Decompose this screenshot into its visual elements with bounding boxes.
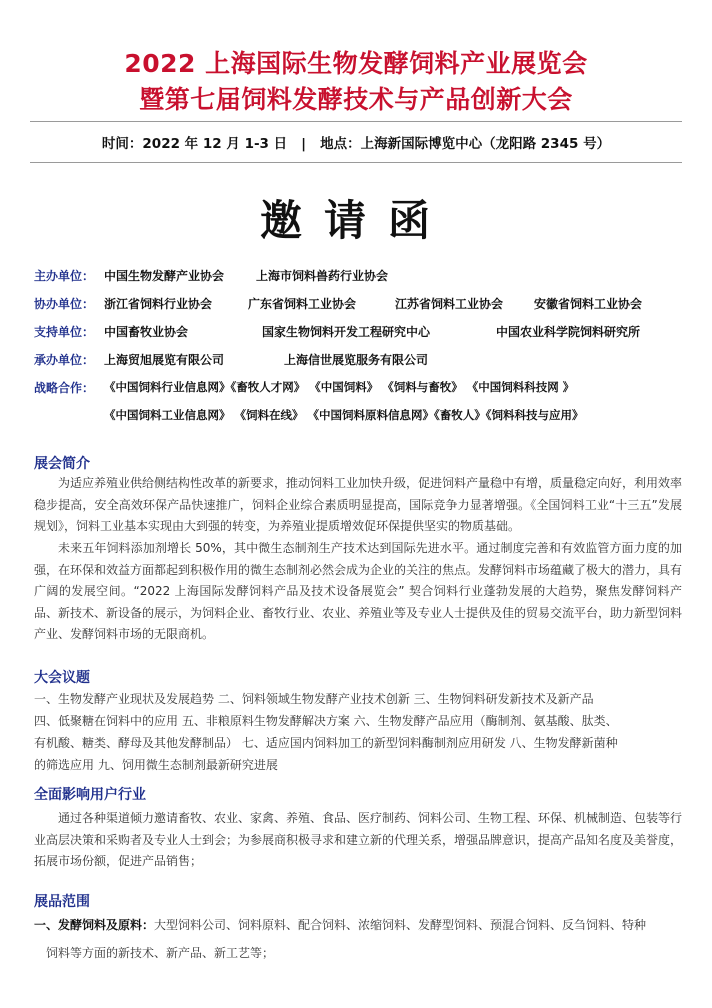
undertake-item: 上海信世展览服务有限公司	[284, 353, 429, 367]
topics-line-4: 的筛选应用 九、饲用微生态制剂最新研究进展	[34, 758, 278, 772]
divider-bottom	[30, 162, 682, 163]
scope-item-1-text: 大型饲料公司、饲料原料、配合饲料、浓缩饲料、发酵型饲料、预混合饲料、反刍饲料、特种	[154, 918, 647, 932]
divider-top	[30, 121, 682, 122]
co-host-item: 浙江省饲料行业协会	[104, 297, 213, 311]
partners-line-1: 《中国饲料行业信息网》《畜牧人才网》 《中国饲料》 《饲料与畜牧》 《中国饲料科技网 》	[104, 380, 575, 394]
time-venue-line	[0, 132, 712, 152]
time-label: 时间：	[101, 136, 143, 152]
host-item: 中国生物发酵产业协会	[104, 269, 225, 283]
audience-paragraph: 通过各种渠道倾力邀请畜牧、农业、家禽、养殖、食品、医疗制药、饲料公司、生物工程、环保、机械制造、包装等行业高层决策和采购者及专业人士到会；为参展商积极寻求和建立新的代理关系，增强品牌意识，提高产品知名度及美誉度，拓展市场份额，促进产品销售；	[34, 811, 683, 868]
venue-value: 上海新国际博览中心（龙阳路 2345 号）	[360, 136, 611, 152]
support-item: 中国农业科学院饲料研究所	[496, 325, 641, 339]
exhibition-title: 2022 上海国际生物发酵饲料产业展览会	[124, 49, 588, 78]
co-host-item: 江苏省饲料工业协会	[395, 297, 504, 311]
undertake-item: 上海贸旭展览有限公司	[104, 353, 225, 367]
intro-paragraph-2: 未来五年饲料添加剂增长 50%，其中微生态制剂生产技术达到国际先进水平。通过制度完善和有效监管方面力度的加强，在环保和效益方面都起到积极作用的微生态制剂必然会成为企业的关注的焦点。发酵饲料市场蕴藏了极大的潜力，具有广阔的发展空间。“2022 上海国际发酵饲料产品及技术设备展览会” 契合饲料行业蓬勃发展的大趋势，聚焦发酵饲料产品、新技术、新设备的展示，为饲料企业、畜牧行业、农业、养殖业等及专业人士提供及佳的贸易交流平台，助力新型饲料产业、发酵饲料市场的无限商机。	[34, 541, 683, 641]
topics-line-1: 一、生物发酵产业现状及发展趋势 二、饲料领域生物发酵产业技术创新 三、生物饲料研发新技术及新产品	[34, 692, 594, 706]
intro-paragraph-1: 为适应养殖业供给侧结构性改革的新要求，推动饲料工业加快升级，促进饲料产量稳中有增，质量稳定向好，利用效率稳步提高，安全高效环保产品快速推广，饲料企业综合素质明显提高，国际竞争力显著增强。《全国饲料工业“十三五”发展规划》，饲料工业基本实现由大到强的转变，为养殖业提质增效促环保提供坚实的物质基础。	[34, 476, 683, 533]
co-host-item: 安徽省饲料工业协会	[534, 297, 643, 311]
topics-line-2: 四、低聚糖在饲料中的应用 五、非粮原料生物发酵解决方案 六、生物发酵产品应用（酶制剂、氨基酸、肽类、	[34, 714, 618, 728]
intro-heading: 展会简介	[34, 456, 90, 472]
support-item: 中国畜牧业协会	[104, 325, 189, 339]
support-item: 国家生物饲料开发工程研究中心	[262, 325, 431, 339]
topics-line-3: 有机酸、糖类、酵母及其他发酵制品） 七、适应国内饲料加工的新型饲料酶制剂应用研发 八、生物发酵新菌种	[34, 736, 618, 750]
time-value: 2022 年 12 月 1-3 日	[142, 136, 288, 152]
scope-heading: 展品范围	[34, 894, 90, 910]
host-label: 主办单位：	[34, 269, 95, 283]
topics-heading: 大会议题	[34, 670, 90, 686]
separator: |	[301, 136, 307, 152]
host-item: 上海市饲料兽药行业协会	[256, 269, 389, 283]
scope-item-1-continued: 饲料等方面的新技术、新产品、新工艺等；	[46, 946, 275, 960]
co-host-label: 协办单位：	[34, 297, 95, 311]
undertake-label: 承办单位：	[34, 353, 95, 367]
venue-label: 地点：	[320, 136, 361, 152]
co-host-item: 广东省饲料工业协会	[248, 297, 357, 311]
support-label: 支持单位：	[34, 325, 95, 339]
conference-subtitle: 暨第七届饲料发酵技术与产品创新大会	[139, 85, 573, 114]
partners-line-2: 《中国饲料工业信息网》 《饲料在线》 《中国饲料原料信息网》《畜牧人》《饲料科技与应用》	[104, 408, 584, 422]
scope-item-1-label: 一、发酵饲料及原料：	[34, 918, 155, 932]
audience-heading: 全面影响用户行业	[34, 787, 146, 803]
invitation-heading: 邀请函	[259, 196, 452, 245]
partners-label: 战略合作：	[34, 381, 95, 395]
scope-item-1	[34, 916, 682, 933]
